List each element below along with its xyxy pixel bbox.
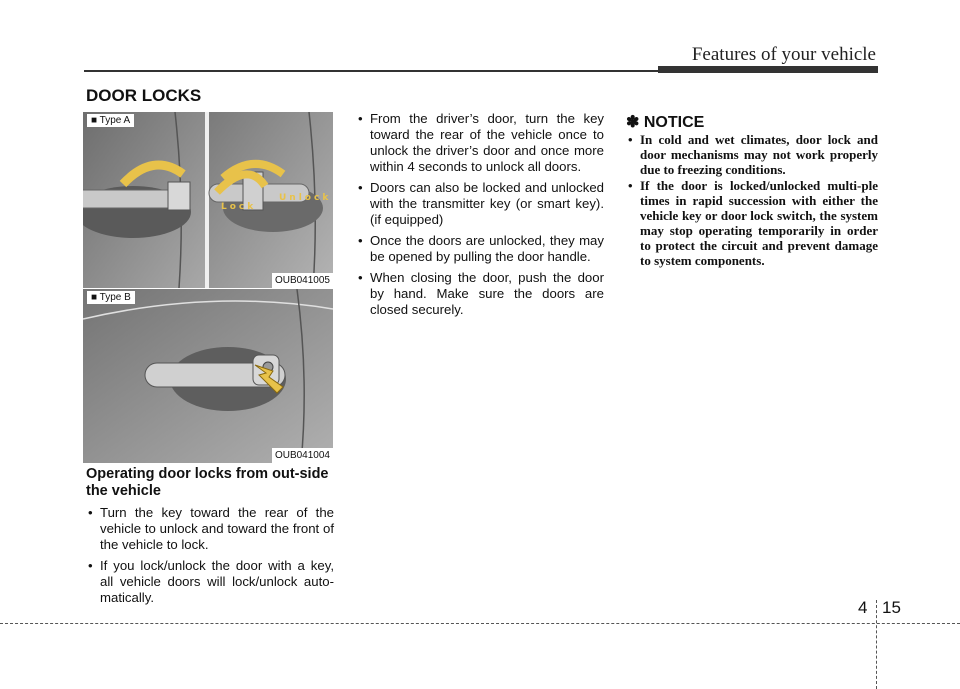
- notice-item: • If the door is locked/unlocked multi-ple times in rapid succession with either the vehicle key or door lock switch, the system may stop operating temporarily in order to protect the circuit and prevent damage to system components.: [626, 178, 878, 268]
- figure-type-b: [83, 289, 333, 463]
- footer-rule: [0, 623, 960, 624]
- header-rule-accent: [658, 66, 878, 73]
- notice-item: • In cold and wet climates, door lock and door mechanisms may not work properly due to freezing conditions.: [626, 132, 878, 177]
- figure-a-code: OUB041005: [272, 273, 333, 288]
- figure-b-code: OUB041004: [272, 448, 333, 463]
- col2-bullet-list: [356, 111, 604, 323]
- figure-a-type-label: ■ Type A: [87, 114, 134, 127]
- smart-key-door-handle-illustration: [83, 289, 333, 463]
- lock-label: Lock: [221, 202, 257, 212]
- header-rule: [84, 70, 704, 72]
- subheading: Operating door locks from out-side the vehicle: [86, 466, 329, 499]
- list-item: • Doors can also be locked and unlocked with the transmitter key (or smart key). (if equipped): [356, 180, 604, 228]
- list-item: • From the driver’s door, turn the key toward the rear of the vehicle once to unlock the driver’s door and once more within 4 seconds to unlock all doors.: [356, 111, 604, 175]
- chapter-number: 4: [858, 598, 868, 617]
- door-handle-key-illustration: [83, 112, 333, 288]
- list-item: • Once the doors are unlocked, they may be opened by pulling the door handle.: [356, 233, 604, 265]
- page-number-divider: [876, 600, 877, 689]
- notice-list: [626, 132, 878, 269]
- section-title: DOOR LOCKS: [86, 86, 202, 105]
- list-item: • If you lock/unlock the door with a key, all vehicle doors will lock/unlock auto-matically.: [86, 558, 334, 606]
- figure-b-type-label: ■ Type B: [87, 291, 135, 304]
- list-item: • Turn the key toward the rear of the vehicle to unlock and toward the front of the vehicle to lock.: [86, 505, 334, 553]
- figure-type-a: [83, 112, 333, 288]
- header-title: Features of your vehicle: [691, 44, 876, 65]
- notice-title: ✽ NOTICE: [626, 114, 705, 131]
- page-number: 15: [882, 598, 901, 617]
- unlock-label: Unlock: [279, 193, 332, 203]
- list-item: • When closing the door, push the door by hand. Make sure the doors are closed securely.: [356, 270, 604, 318]
- col1-bullet-list: [86, 505, 334, 611]
